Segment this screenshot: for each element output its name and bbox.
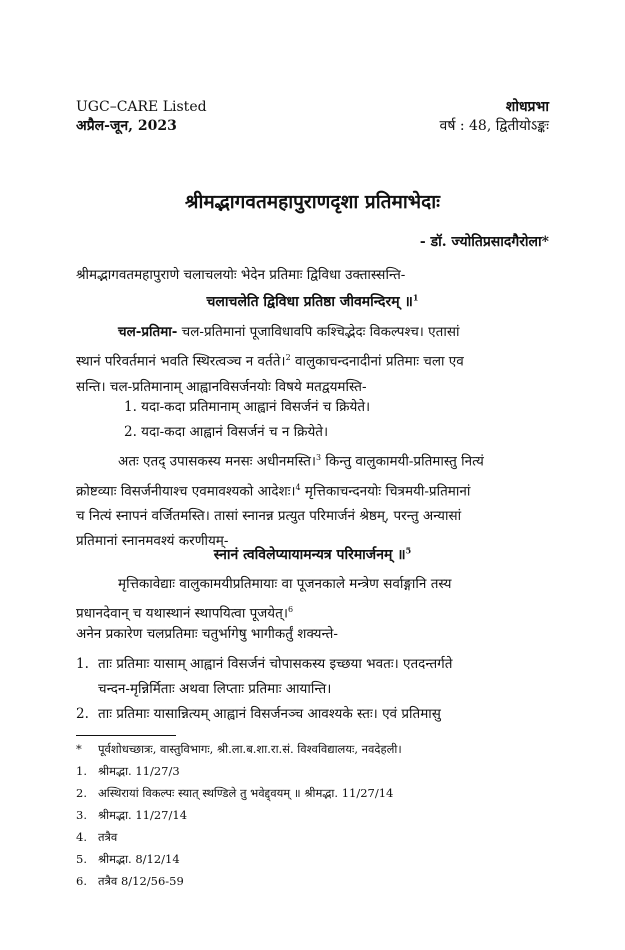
paragraph-atah [76, 445, 550, 554]
para3-line2: प्रधानदेवान् च यथास्थानं स्थापयित्वा पूजयेत्।$^6$ [76, 605, 294, 622]
list-item: 2. यदा-कदा आह्वानं विसर्जनं च न क्रियेते। [124, 424, 329, 440]
para2-line3: च नित्यं स्नापनं वर्जितमस्ति। तासां स्नानन्न प्रत्युत परिमार्जनं श्रेष्ठम्, परन्तु अन्यासां [76, 508, 462, 524]
article-title: श्रीमद्भागवतमहापुराणदृशा प्रतिमाभेदाः [185, 191, 440, 213]
journal-name: शोधप्रभा [505, 99, 549, 115]
verse-2-text: स्नानं त्वविलेप्यायामन्यत्र परिमार्जनम् ॥ [213, 547, 406, 563]
paragraph-chala-pratima [76, 320, 550, 400]
para1-line3: सन्ति। चल-प्रतिमानाम् आह्वानविसर्जनयोः विषये मतद्वयमस्ति- [76, 378, 367, 395]
para2-line2: क्रोष्टव्याः विसर्जनीयाश्च एवमावश्यको आदेशः।$^4$ मृत्तिकाचन्दनयोः चित्रमयी-प्रतिमानां [76, 482, 471, 499]
verse-1 [0, 292, 625, 311]
footnote: 5. श्रीमद्भा. 8/12/14 [76, 852, 180, 866]
list-item: ताः प्रतिमाः यासाम् आह्वानं विसर्जनं चोपासकस्य इच्छया भवतः। एतदन्तर्गते चन्दन-मृन्निर्मिताः अथवा लिप्ताः प्रतिमाः आयान्ति। [98, 656, 453, 697]
paragraph-mrittika [76, 572, 550, 627]
footnote: 6. तत्रैव 8/12/56-59 [76, 874, 184, 888]
list-item: 1. यदा-कदा प्रतिमानाम् आह्वानं विसर्जनं च क्रियेते। [124, 399, 371, 415]
intro-paragraph: श्रीमद्भागवतमहापुराणे चलाचलयोः भेदेन प्रतिमाः द्विविधा उक्तास्सन्ति- [76, 267, 406, 283]
footnote-ref-6: 6 [287, 605, 294, 614]
footnote-ref-3: 3 [316, 453, 322, 462]
footnote-ref-5: 5 [405, 545, 412, 556]
para2-line4: प्रतिमानां स्नानमवश्यं करणीयम्- [76, 533, 229, 549]
list-item-number: 1. [76, 656, 89, 672]
para1-line1: चल-प्रतिमा- चल-प्रतिमानां पूजाविधावपि कश्चिद्भेदः विकल्पश्च। एतासां [118, 324, 460, 340]
verse-2 [0, 545, 625, 564]
para1-lead: चल-प्रतिमा- [118, 324, 178, 340]
footnote: 3. श्रीमद्भा. 11/27/14 [76, 808, 188, 822]
para1-line2: स्थानं परिवर्तमानं भवति स्थिरत्वञ्च न वर्तते।$^2$ वालुकाचन्दनादीनां प्रतिमाः चला एव [76, 353, 464, 370]
journal-header-left [76, 98, 207, 136]
issue-date: अप्रैल-जून, 2023 [76, 118, 177, 134]
footnote: 4. तत्रैव [76, 830, 118, 844]
ugc-care-label: UGC–CARE Listed [76, 99, 207, 115]
para3-line1: मृत्तिकावेद्याः वालुकामयीप्रतिमायाः वा पूजनकाले मन्त्रेण सर्वाङ्गानि तस्य [118, 576, 452, 592]
footnote-ref-2: 2 [285, 353, 291, 362]
para2-line1: अतः एतद् उपासकस्य मनसः अधीनमस्ति।$^3$ किन्तु वालुकामयी-प्रतिमास्तु नित्यं [118, 453, 484, 470]
footnote-divider [76, 735, 176, 736]
journal-header-right [440, 98, 549, 136]
footnote: 1. श्रीमद्भा. 11/27/3 [76, 764, 180, 778]
list-item-number: 2. [76, 706, 89, 722]
footnote: 2. अस्थिरायां विकल्पः स्यात् स्थण्डिले तु भवेद्द्वयम् ॥ श्रीमद्भा. 11/27/14 [76, 786, 394, 800]
footnote: * पूर्वशोधच्छात्रः, वास्तुविभागः, श्री.ला.ब.शा.रा.सं. विश्वविद्यालयः, नवदेहली। [76, 742, 402, 756]
paragraph-anena: अनेन प्रकारेण चलप्रतिमाः चतुर्भागेषु भागीकर्तुं शक्यन्ते- [76, 626, 338, 642]
author-name: - डॉ. ज्योतिप्रसादगैरोला* [419, 234, 549, 250]
footnote-ref-1: 1 [412, 292, 419, 303]
list-item: ताः प्रतिमाः यासान्नित्यम् आह्वानं विसर्जनञ्च आवश्यके स्तः। एवं प्रतिमासु [98, 706, 441, 722]
volume-issue: वर्ष : 48, द्वितीयोऽङ्कः [439, 118, 549, 134]
footnote-ref-4: 4 [295, 482, 301, 492]
verse-1-text: चलाचलेति द्विविधा प्रतिष्ठा जीवमन्दिरम् ॥ [206, 294, 413, 310]
